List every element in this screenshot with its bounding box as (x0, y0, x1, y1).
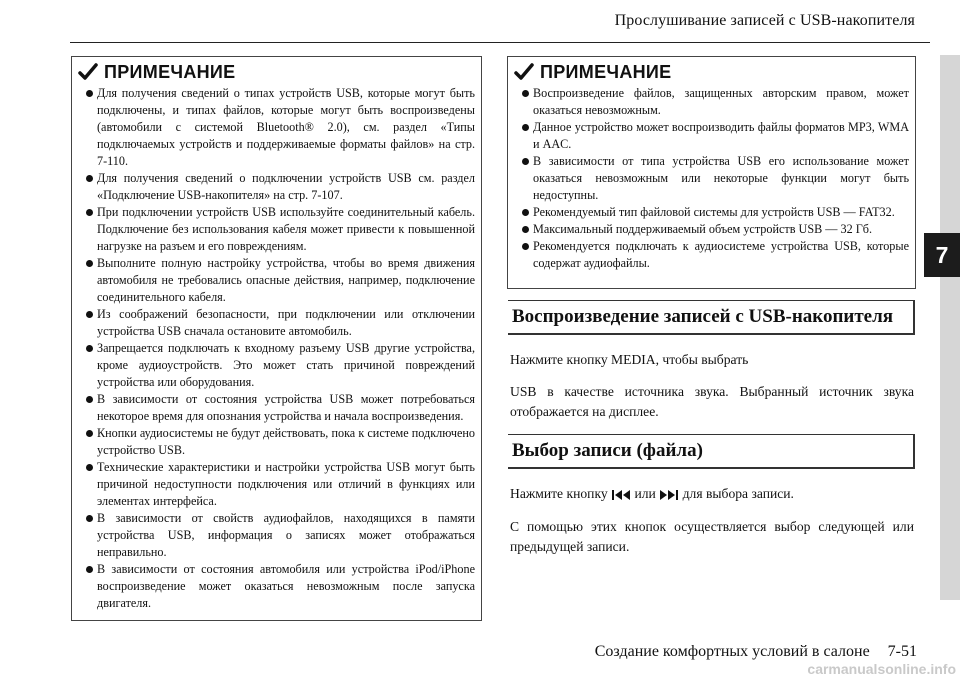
chapter-number: 7 (924, 233, 960, 277)
list-item: Рекомендуется подключать к аудиосистеме устройства USB, которые содержат аудиофайлы. (522, 238, 909, 272)
watermark: carmanualsonline.info (807, 661, 956, 677)
chapter-side-tab (940, 55, 960, 600)
text-fragment: Нажмите кнопку (510, 486, 608, 501)
track-select-paragraph-1 (510, 484, 914, 504)
left-note-list (72, 84, 481, 612)
list-item: Из соображений безопасности, при подключении или отключении устройства USB сначала остановите автомобиль. (86, 306, 475, 340)
list-item: Рекомендуемый тип файловой системы для устройств USB — FAT32. (522, 204, 909, 221)
list-item: В зависимости от свойств аудиофайлов, находящихся в памяти устройства USB, информация о записях может отображаться неправильно. (86, 510, 475, 561)
footer-section-name: Создание комфортных условий в салоне (594, 643, 870, 660)
right-note-title: ПРИМЕЧАНИЕ (540, 61, 672, 82)
section-heading-playback: Воспроизведение записей с USB-накопителя (508, 300, 915, 335)
pencil-icon (514, 62, 534, 82)
list-item: Воспроизведение файлов, защищенных авторским правом, может оказаться невозможным. (522, 85, 909, 119)
right-note-list (508, 84, 915, 272)
list-item: Данное устройство может воспроизводить файлы форматов MP3, WMA и AAC. (522, 119, 909, 153)
page-footer (595, 643, 917, 661)
list-item: В зависимости от состояния автомобиля или устройства iPod/iPhone воспроизведение может оказаться невозможным после запуска двигателя. (86, 561, 475, 612)
running-header: Прослушивание записей с USB-накопителя (614, 12, 915, 29)
track-select-paragraph-2: С помощью этих кнопок осуществляется выбор следующей или предыдущей записи. (510, 519, 914, 554)
next-track-icon (659, 490, 679, 500)
right-note-header (508, 57, 915, 84)
playback-paragraph-2: USB в качестве источника звука. Выбранный источник звука отображается на дисплее. (510, 384, 914, 419)
page-number: 7-51 (887, 643, 917, 660)
previous-track-icon (611, 490, 631, 500)
pencil-icon (78, 62, 98, 82)
right-note-box (507, 56, 916, 289)
header-rule (70, 42, 930, 43)
list-item: При подключении устройств USB используйте соединительный кабель. Подключение без использования кабеля может привести к повышенной нагрузке на разъем и его повреждениям. (86, 204, 475, 255)
list-item: Для получения сведений о типах устройств USB, которые могут быть подключены, и типах файлов, которые могут быть воспроизведены (автомобили с системой Bluetooth® 2.0), см. раздел «Типы подключаемых устройств и поддерживаемые форматы файлов» на стр. 7-110. (86, 85, 475, 170)
text-fragment: для выбора записи. (682, 486, 794, 501)
list-item: Технические характеристики и настройки устройства USB могут быть причиной недоступности подключения или отличий в функциях или элементах интерфейса. (86, 459, 475, 510)
list-item: Максимальный поддерживаемый объем устройств USB — 32 Гб. (522, 221, 909, 238)
list-item: Запрещается подключать к входному разъему USB другие устройства, кроме аудиоустройств. Это может стать причиной повреждений устройства или оборудования. (86, 340, 475, 391)
list-item: В зависимости от состояния устройства USB может потребоваться некоторое время для опознания устройства и начала воспроизведения. (86, 391, 475, 425)
left-note-header (72, 57, 481, 84)
list-item: Кнопки аудиосистемы не будут действовать, пока к системе подключено устройство USB. (86, 425, 475, 459)
list-item: Выполните полную настройку устройства, чтобы во время движения автомобиля не требовались опасные действия, например, подключение соединительного кабеля. (86, 255, 475, 306)
text-fragment: или (634, 486, 656, 501)
playback-paragraph-1: Нажмите кнопку MEDIA, чтобы выбрать (510, 352, 749, 367)
left-note-title: ПРИМЕЧАНИЕ (104, 61, 236, 82)
left-note-box (71, 56, 482, 621)
list-item: Для получения сведений о подключении устройств USB см. раздел «Подключение USB-накопителя» на стр. 7-107. (86, 170, 475, 204)
section-heading-track-select: Выбор записи (файла) (508, 434, 915, 469)
list-item: В зависимости от типа устройства USB его использование может оказаться невозможным или некоторые функции могут быть недоступны. (522, 153, 909, 204)
